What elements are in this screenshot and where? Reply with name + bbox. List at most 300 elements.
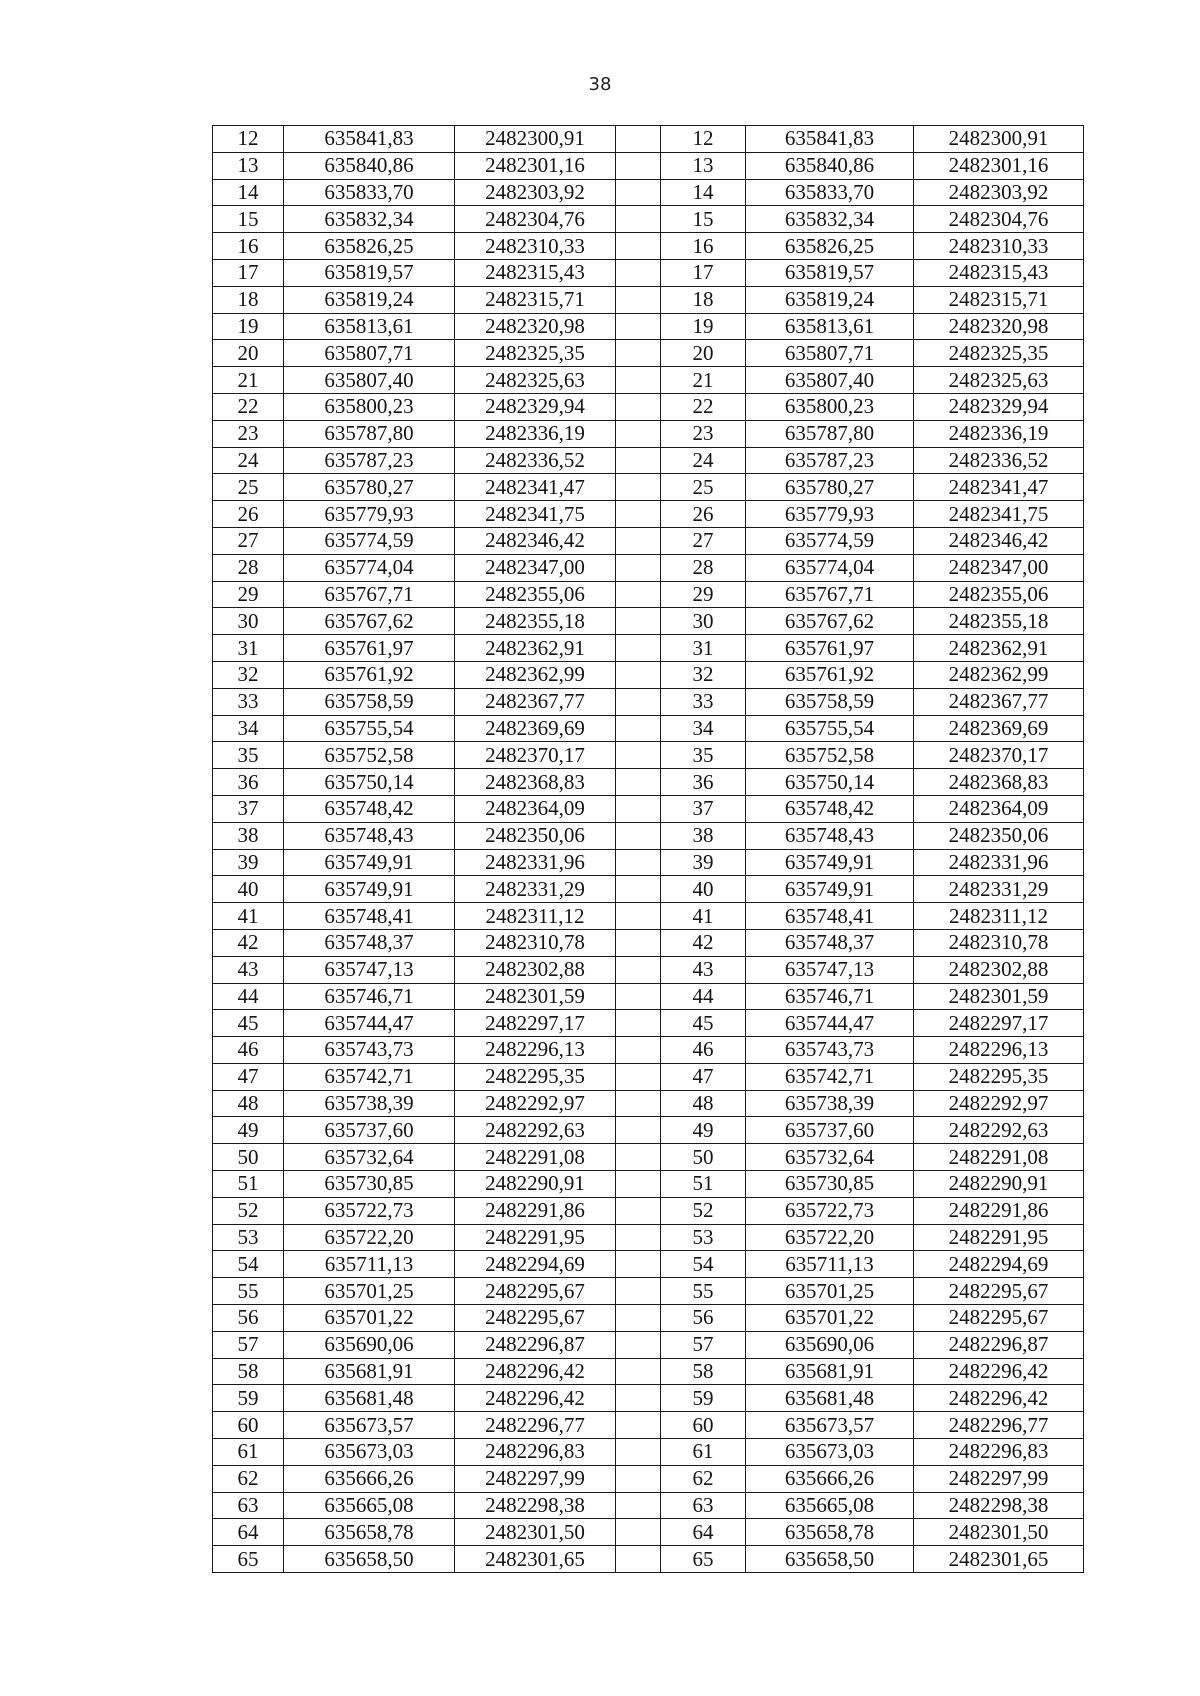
right-x-coordinate-cell: 635666,26 xyxy=(746,1465,914,1492)
spacer-cell xyxy=(616,1439,661,1466)
spacer-cell xyxy=(616,1305,661,1332)
spacer-cell xyxy=(616,688,661,715)
spacer-cell xyxy=(616,1331,661,1358)
right-x-coordinate-cell: 635747,13 xyxy=(746,956,914,983)
right-x-coordinate-cell: 635748,41 xyxy=(746,903,914,930)
right-y-coordinate-cell: 2482315,43 xyxy=(914,259,1084,286)
spacer-cell xyxy=(616,608,661,635)
left-x-coordinate-cell: 635840,86 xyxy=(284,152,455,179)
table-row xyxy=(213,126,1084,153)
right-x-coordinate-cell: 635738,39 xyxy=(746,1090,914,1117)
left-x-coordinate-cell: 635767,62 xyxy=(284,608,455,635)
left-y-coordinate-cell: 2482310,78 xyxy=(455,929,616,956)
right-y-coordinate-cell: 2482370,17 xyxy=(914,742,1084,769)
right-y-coordinate-cell: 2482325,35 xyxy=(914,340,1084,367)
right-point-number-cell: 19 xyxy=(661,313,746,340)
left-x-coordinate-cell: 635665,08 xyxy=(284,1492,455,1519)
right-point-number-cell: 31 xyxy=(661,635,746,662)
left-y-coordinate-cell: 2482369,69 xyxy=(455,715,616,742)
left-point-number-cell: 16 xyxy=(213,233,284,260)
right-point-number-cell: 27 xyxy=(661,527,746,554)
right-y-coordinate-cell: 2482301,59 xyxy=(914,983,1084,1010)
table-row xyxy=(213,742,1084,769)
left-point-number-cell: 50 xyxy=(213,1144,284,1171)
left-point-number-cell: 39 xyxy=(213,849,284,876)
right-y-coordinate-cell: 2482341,75 xyxy=(914,501,1084,528)
right-point-number-cell: 29 xyxy=(661,581,746,608)
spacer-cell xyxy=(616,1465,661,1492)
left-point-number-cell: 14 xyxy=(213,179,284,206)
spacer-cell xyxy=(616,554,661,581)
left-x-coordinate-cell: 635732,64 xyxy=(284,1144,455,1171)
right-x-coordinate-cell: 635737,60 xyxy=(746,1117,914,1144)
table-row xyxy=(213,849,1084,876)
table-row xyxy=(213,501,1084,528)
spacer-cell xyxy=(616,1278,661,1305)
right-x-coordinate-cell: 635748,42 xyxy=(746,795,914,822)
left-point-number-cell: 51 xyxy=(213,1171,284,1198)
left-x-coordinate-cell: 635807,71 xyxy=(284,340,455,367)
spacer-cell xyxy=(616,206,661,233)
spacer-cell xyxy=(616,822,661,849)
table-row xyxy=(213,286,1084,313)
right-point-number-cell: 39 xyxy=(661,849,746,876)
table-row xyxy=(213,367,1084,394)
left-y-coordinate-cell: 2482291,86 xyxy=(455,1197,616,1224)
right-x-coordinate-cell: 635748,37 xyxy=(746,929,914,956)
left-point-number-cell: 52 xyxy=(213,1197,284,1224)
left-x-coordinate-cell: 635774,59 xyxy=(284,527,455,554)
left-y-coordinate-cell: 2482368,83 xyxy=(455,769,616,796)
right-x-coordinate-cell: 635752,58 xyxy=(746,742,914,769)
left-y-coordinate-cell: 2482294,69 xyxy=(455,1251,616,1278)
left-y-coordinate-cell: 2482325,35 xyxy=(455,340,616,367)
left-y-coordinate-cell: 2482295,67 xyxy=(455,1305,616,1332)
right-y-coordinate-cell: 2482295,35 xyxy=(914,1063,1084,1090)
left-x-coordinate-cell: 635722,20 xyxy=(284,1224,455,1251)
spacer-cell xyxy=(616,956,661,983)
right-point-number-cell: 60 xyxy=(661,1412,746,1439)
right-x-coordinate-cell: 635749,91 xyxy=(746,849,914,876)
left-point-number-cell: 35 xyxy=(213,742,284,769)
right-point-number-cell: 13 xyxy=(661,152,746,179)
left-y-coordinate-cell: 2482310,33 xyxy=(455,233,616,260)
right-x-coordinate-cell: 635665,08 xyxy=(746,1492,914,1519)
right-x-coordinate-cell: 635774,59 xyxy=(746,527,914,554)
right-y-coordinate-cell: 2482346,42 xyxy=(914,527,1084,554)
table-row xyxy=(213,340,1084,367)
left-y-coordinate-cell: 2482301,65 xyxy=(455,1546,616,1573)
coordinates-table xyxy=(212,125,1084,1573)
right-y-coordinate-cell: 2482331,96 xyxy=(914,849,1084,876)
spacer-cell xyxy=(616,1117,661,1144)
left-x-coordinate-cell: 635787,80 xyxy=(284,420,455,447)
left-x-coordinate-cell: 635730,85 xyxy=(284,1171,455,1198)
right-point-number-cell: 58 xyxy=(661,1358,746,1385)
spacer-cell xyxy=(616,1251,661,1278)
left-y-coordinate-cell: 2482304,76 xyxy=(455,206,616,233)
spacer-cell xyxy=(616,903,661,930)
right-y-coordinate-cell: 2482362,99 xyxy=(914,661,1084,688)
table-row xyxy=(213,1492,1084,1519)
left-x-coordinate-cell: 635752,58 xyxy=(284,742,455,769)
left-x-coordinate-cell: 635748,41 xyxy=(284,903,455,930)
left-y-coordinate-cell: 2482301,59 xyxy=(455,983,616,1010)
table-row xyxy=(213,313,1084,340)
left-y-coordinate-cell: 2482291,08 xyxy=(455,1144,616,1171)
right-y-coordinate-cell: 2482310,33 xyxy=(914,233,1084,260)
table-row xyxy=(213,661,1084,688)
left-x-coordinate-cell: 635832,34 xyxy=(284,206,455,233)
left-point-number-cell: 42 xyxy=(213,929,284,956)
right-point-number-cell: 48 xyxy=(661,1090,746,1117)
table-row xyxy=(213,1305,1084,1332)
right-point-number-cell: 56 xyxy=(661,1305,746,1332)
right-x-coordinate-cell: 635761,92 xyxy=(746,661,914,688)
left-y-coordinate-cell: 2482367,77 xyxy=(455,688,616,715)
left-point-number-cell: 30 xyxy=(213,608,284,635)
left-x-coordinate-cell: 635826,25 xyxy=(284,233,455,260)
right-point-number-cell: 22 xyxy=(661,393,746,420)
right-y-coordinate-cell: 2482297,99 xyxy=(914,1465,1084,1492)
left-x-coordinate-cell: 635779,93 xyxy=(284,501,455,528)
right-x-coordinate-cell: 635750,14 xyxy=(746,769,914,796)
left-y-coordinate-cell: 2482295,67 xyxy=(455,1278,616,1305)
spacer-cell xyxy=(616,715,661,742)
spacer-cell xyxy=(616,1546,661,1573)
right-x-coordinate-cell: 635742,71 xyxy=(746,1063,914,1090)
right-y-coordinate-cell: 2482296,87 xyxy=(914,1331,1084,1358)
left-x-coordinate-cell: 635749,91 xyxy=(284,849,455,876)
right-x-coordinate-cell: 635690,06 xyxy=(746,1331,914,1358)
table-row xyxy=(213,1278,1084,1305)
right-point-number-cell: 28 xyxy=(661,554,746,581)
right-y-coordinate-cell: 2482367,77 xyxy=(914,688,1084,715)
table-row xyxy=(213,179,1084,206)
left-point-number-cell: 43 xyxy=(213,956,284,983)
right-x-coordinate-cell: 635813,61 xyxy=(746,313,914,340)
right-point-number-cell: 18 xyxy=(661,286,746,313)
right-y-coordinate-cell: 2482302,88 xyxy=(914,956,1084,983)
right-x-coordinate-cell: 635758,59 xyxy=(746,688,914,715)
left-y-coordinate-cell: 2482301,16 xyxy=(455,152,616,179)
right-point-number-cell: 35 xyxy=(661,742,746,769)
right-y-coordinate-cell: 2482296,42 xyxy=(914,1385,1084,1412)
right-x-coordinate-cell: 635681,48 xyxy=(746,1385,914,1412)
right-x-coordinate-cell: 635730,85 xyxy=(746,1171,914,1198)
spacer-cell xyxy=(616,1144,661,1171)
spacer-cell xyxy=(616,1412,661,1439)
left-point-number-cell: 46 xyxy=(213,1037,284,1064)
table-row xyxy=(213,1037,1084,1064)
left-x-coordinate-cell: 635747,13 xyxy=(284,956,455,983)
right-x-coordinate-cell: 635673,03 xyxy=(746,1439,914,1466)
left-x-coordinate-cell: 635800,23 xyxy=(284,393,455,420)
table-row xyxy=(213,233,1084,260)
table-row xyxy=(213,769,1084,796)
spacer-cell xyxy=(616,635,661,662)
spacer-cell xyxy=(616,126,661,153)
table-row xyxy=(213,1331,1084,1358)
left-x-coordinate-cell: 635748,37 xyxy=(284,929,455,956)
right-point-number-cell: 21 xyxy=(661,367,746,394)
left-point-number-cell: 12 xyxy=(213,126,284,153)
right-point-number-cell: 45 xyxy=(661,1010,746,1037)
left-y-coordinate-cell: 2482341,47 xyxy=(455,474,616,501)
table-row xyxy=(213,1412,1084,1439)
left-point-number-cell: 40 xyxy=(213,876,284,903)
left-x-coordinate-cell: 635742,71 xyxy=(284,1063,455,1090)
left-y-coordinate-cell: 2482296,42 xyxy=(455,1358,616,1385)
spacer-cell xyxy=(616,1519,661,1546)
left-x-coordinate-cell: 635666,26 xyxy=(284,1465,455,1492)
table-row xyxy=(213,259,1084,286)
right-point-number-cell: 51 xyxy=(661,1171,746,1198)
right-point-number-cell: 65 xyxy=(661,1546,746,1573)
left-y-coordinate-cell: 2482331,96 xyxy=(455,849,616,876)
right-point-number-cell: 26 xyxy=(661,501,746,528)
table-row xyxy=(213,1251,1084,1278)
table-row xyxy=(213,956,1084,983)
table-row xyxy=(213,527,1084,554)
right-y-coordinate-cell: 2482291,86 xyxy=(914,1197,1084,1224)
left-point-number-cell: 48 xyxy=(213,1090,284,1117)
left-point-number-cell: 13 xyxy=(213,152,284,179)
left-y-coordinate-cell: 2482364,09 xyxy=(455,795,616,822)
spacer-cell xyxy=(616,795,661,822)
spacer-cell xyxy=(616,1063,661,1090)
right-y-coordinate-cell: 2482292,97 xyxy=(914,1090,1084,1117)
left-y-coordinate-cell: 2482301,50 xyxy=(455,1519,616,1546)
right-y-coordinate-cell: 2482310,78 xyxy=(914,929,1084,956)
left-point-number-cell: 32 xyxy=(213,661,284,688)
left-point-number-cell: 54 xyxy=(213,1251,284,1278)
table-row xyxy=(213,206,1084,233)
right-x-coordinate-cell: 635800,23 xyxy=(746,393,914,420)
left-x-coordinate-cell: 635774,04 xyxy=(284,554,455,581)
left-point-number-cell: 58 xyxy=(213,1358,284,1385)
left-y-coordinate-cell: 2482292,97 xyxy=(455,1090,616,1117)
left-x-coordinate-cell: 635748,42 xyxy=(284,795,455,822)
left-y-coordinate-cell: 2482336,19 xyxy=(455,420,616,447)
left-y-coordinate-cell: 2482311,12 xyxy=(455,903,616,930)
table-row xyxy=(213,876,1084,903)
right-x-coordinate-cell: 635807,40 xyxy=(746,367,914,394)
left-x-coordinate-cell: 635737,60 xyxy=(284,1117,455,1144)
right-point-number-cell: 17 xyxy=(661,259,746,286)
right-point-number-cell: 50 xyxy=(661,1144,746,1171)
left-x-coordinate-cell: 635744,47 xyxy=(284,1010,455,1037)
right-y-coordinate-cell: 2482362,91 xyxy=(914,635,1084,662)
left-y-coordinate-cell: 2482341,75 xyxy=(455,501,616,528)
spacer-cell xyxy=(616,1385,661,1412)
left-x-coordinate-cell: 635658,50 xyxy=(284,1546,455,1573)
left-x-coordinate-cell: 635758,59 xyxy=(284,688,455,715)
right-point-number-cell: 16 xyxy=(661,233,746,260)
right-point-number-cell: 43 xyxy=(661,956,746,983)
spacer-cell xyxy=(616,1010,661,1037)
left-point-number-cell: 44 xyxy=(213,983,284,1010)
left-y-coordinate-cell: 2482302,88 xyxy=(455,956,616,983)
spacer-cell xyxy=(616,367,661,394)
table-row xyxy=(213,1090,1084,1117)
right-point-number-cell: 36 xyxy=(661,769,746,796)
left-point-number-cell: 61 xyxy=(213,1439,284,1466)
left-y-coordinate-cell: 2482297,99 xyxy=(455,1465,616,1492)
table-row xyxy=(213,1171,1084,1198)
left-x-coordinate-cell: 635711,13 xyxy=(284,1251,455,1278)
spacer-cell xyxy=(616,447,661,474)
left-point-number-cell: 17 xyxy=(213,259,284,286)
right-x-coordinate-cell: 635722,20 xyxy=(746,1224,914,1251)
right-y-coordinate-cell: 2482355,18 xyxy=(914,608,1084,635)
right-x-coordinate-cell: 635701,25 xyxy=(746,1278,914,1305)
right-point-number-cell: 46 xyxy=(661,1037,746,1064)
right-y-coordinate-cell: 2482355,06 xyxy=(914,581,1084,608)
right-point-number-cell: 30 xyxy=(661,608,746,635)
left-y-coordinate-cell: 2482347,00 xyxy=(455,554,616,581)
left-x-coordinate-cell: 635819,57 xyxy=(284,259,455,286)
left-y-coordinate-cell: 2482296,13 xyxy=(455,1037,616,1064)
left-y-coordinate-cell: 2482291,95 xyxy=(455,1224,616,1251)
spacer-cell xyxy=(616,1197,661,1224)
right-y-coordinate-cell: 2482311,12 xyxy=(914,903,1084,930)
table-row xyxy=(213,1465,1084,1492)
right-y-coordinate-cell: 2482290,91 xyxy=(914,1171,1084,1198)
table-row xyxy=(213,1439,1084,1466)
right-x-coordinate-cell: 635832,34 xyxy=(746,206,914,233)
right-point-number-cell: 62 xyxy=(661,1465,746,1492)
left-y-coordinate-cell: 2482292,63 xyxy=(455,1117,616,1144)
left-y-coordinate-cell: 2482296,77 xyxy=(455,1412,616,1439)
left-y-coordinate-cell: 2482296,42 xyxy=(455,1385,616,1412)
spacer-cell xyxy=(616,393,661,420)
left-y-coordinate-cell: 2482350,06 xyxy=(455,822,616,849)
spacer-cell xyxy=(616,340,661,367)
right-y-coordinate-cell: 2482301,65 xyxy=(914,1546,1084,1573)
right-x-coordinate-cell: 635755,54 xyxy=(746,715,914,742)
right-y-coordinate-cell: 2482368,83 xyxy=(914,769,1084,796)
right-x-coordinate-cell: 635841,83 xyxy=(746,126,914,153)
left-x-coordinate-cell: 635748,43 xyxy=(284,822,455,849)
left-x-coordinate-cell: 635819,24 xyxy=(284,286,455,313)
table-row xyxy=(213,929,1084,956)
right-point-number-cell: 40 xyxy=(661,876,746,903)
coordinates-table-body xyxy=(213,126,1084,1573)
right-point-number-cell: 64 xyxy=(661,1519,746,1546)
spacer-cell xyxy=(616,286,661,313)
right-y-coordinate-cell: 2482295,67 xyxy=(914,1278,1084,1305)
right-point-number-cell: 44 xyxy=(661,983,746,1010)
left-y-coordinate-cell: 2482290,91 xyxy=(455,1171,616,1198)
right-y-coordinate-cell: 2482301,50 xyxy=(914,1519,1084,1546)
left-point-number-cell: 65 xyxy=(213,1546,284,1573)
right-point-number-cell: 23 xyxy=(661,420,746,447)
left-x-coordinate-cell: 635743,73 xyxy=(284,1037,455,1064)
right-point-number-cell: 25 xyxy=(661,474,746,501)
spacer-cell xyxy=(616,501,661,528)
right-x-coordinate-cell: 635744,47 xyxy=(746,1010,914,1037)
right-point-number-cell: 34 xyxy=(661,715,746,742)
left-y-coordinate-cell: 2482370,17 xyxy=(455,742,616,769)
right-point-number-cell: 42 xyxy=(661,929,746,956)
spacer-cell xyxy=(616,581,661,608)
spacer-cell xyxy=(616,1492,661,1519)
spacer-cell xyxy=(616,233,661,260)
spacer-cell xyxy=(616,313,661,340)
left-point-number-cell: 24 xyxy=(213,447,284,474)
left-x-coordinate-cell: 635673,03 xyxy=(284,1439,455,1466)
right-y-coordinate-cell: 2482296,83 xyxy=(914,1439,1084,1466)
right-y-coordinate-cell: 2482294,69 xyxy=(914,1251,1084,1278)
left-point-number-cell: 53 xyxy=(213,1224,284,1251)
left-y-coordinate-cell: 2482297,17 xyxy=(455,1010,616,1037)
left-x-coordinate-cell: 635780,27 xyxy=(284,474,455,501)
left-point-number-cell: 36 xyxy=(213,769,284,796)
left-x-coordinate-cell: 635738,39 xyxy=(284,1090,455,1117)
left-point-number-cell: 22 xyxy=(213,393,284,420)
left-y-coordinate-cell: 2482300,91 xyxy=(455,126,616,153)
spacer-cell xyxy=(616,876,661,903)
right-point-number-cell: 14 xyxy=(661,179,746,206)
right-y-coordinate-cell: 2482369,69 xyxy=(914,715,1084,742)
left-y-coordinate-cell: 2482346,42 xyxy=(455,527,616,554)
right-y-coordinate-cell: 2482331,29 xyxy=(914,876,1084,903)
right-y-coordinate-cell: 2482341,47 xyxy=(914,474,1084,501)
spacer-cell xyxy=(616,474,661,501)
left-point-number-cell: 37 xyxy=(213,795,284,822)
right-y-coordinate-cell: 2482320,98 xyxy=(914,313,1084,340)
spacer-cell xyxy=(616,1358,661,1385)
table-row xyxy=(213,393,1084,420)
left-point-number-cell: 27 xyxy=(213,527,284,554)
table-row xyxy=(213,152,1084,179)
page-number: 38 xyxy=(588,74,612,95)
right-y-coordinate-cell: 2482315,71 xyxy=(914,286,1084,313)
left-point-number-cell: 55 xyxy=(213,1278,284,1305)
left-point-number-cell: 47 xyxy=(213,1063,284,1090)
table-row xyxy=(213,1546,1084,1573)
right-x-coordinate-cell: 635787,80 xyxy=(746,420,914,447)
right-point-number-cell: 52 xyxy=(661,1197,746,1224)
left-x-coordinate-cell: 635787,23 xyxy=(284,447,455,474)
right-x-coordinate-cell: 635749,91 xyxy=(746,876,914,903)
right-point-number-cell: 57 xyxy=(661,1331,746,1358)
right-y-coordinate-cell: 2482291,08 xyxy=(914,1144,1084,1171)
left-point-number-cell: 20 xyxy=(213,340,284,367)
right-y-coordinate-cell: 2482291,95 xyxy=(914,1224,1084,1251)
left-x-coordinate-cell: 635701,25 xyxy=(284,1278,455,1305)
right-x-coordinate-cell: 635743,73 xyxy=(746,1037,914,1064)
left-point-number-cell: 45 xyxy=(213,1010,284,1037)
table-row xyxy=(213,1224,1084,1251)
right-x-coordinate-cell: 635681,91 xyxy=(746,1358,914,1385)
table-row xyxy=(213,608,1084,635)
right-point-number-cell: 54 xyxy=(661,1251,746,1278)
left-x-coordinate-cell: 635841,83 xyxy=(284,126,455,153)
right-y-coordinate-cell: 2482364,09 xyxy=(914,795,1084,822)
right-point-number-cell: 12 xyxy=(661,126,746,153)
left-y-coordinate-cell: 2482295,35 xyxy=(455,1063,616,1090)
table-row xyxy=(213,688,1084,715)
left-point-number-cell: 26 xyxy=(213,501,284,528)
left-point-number-cell: 23 xyxy=(213,420,284,447)
right-y-coordinate-cell: 2482298,38 xyxy=(914,1492,1084,1519)
spacer-cell xyxy=(616,1090,661,1117)
left-y-coordinate-cell: 2482362,99 xyxy=(455,661,616,688)
left-x-coordinate-cell: 635681,48 xyxy=(284,1385,455,1412)
left-point-number-cell: 25 xyxy=(213,474,284,501)
